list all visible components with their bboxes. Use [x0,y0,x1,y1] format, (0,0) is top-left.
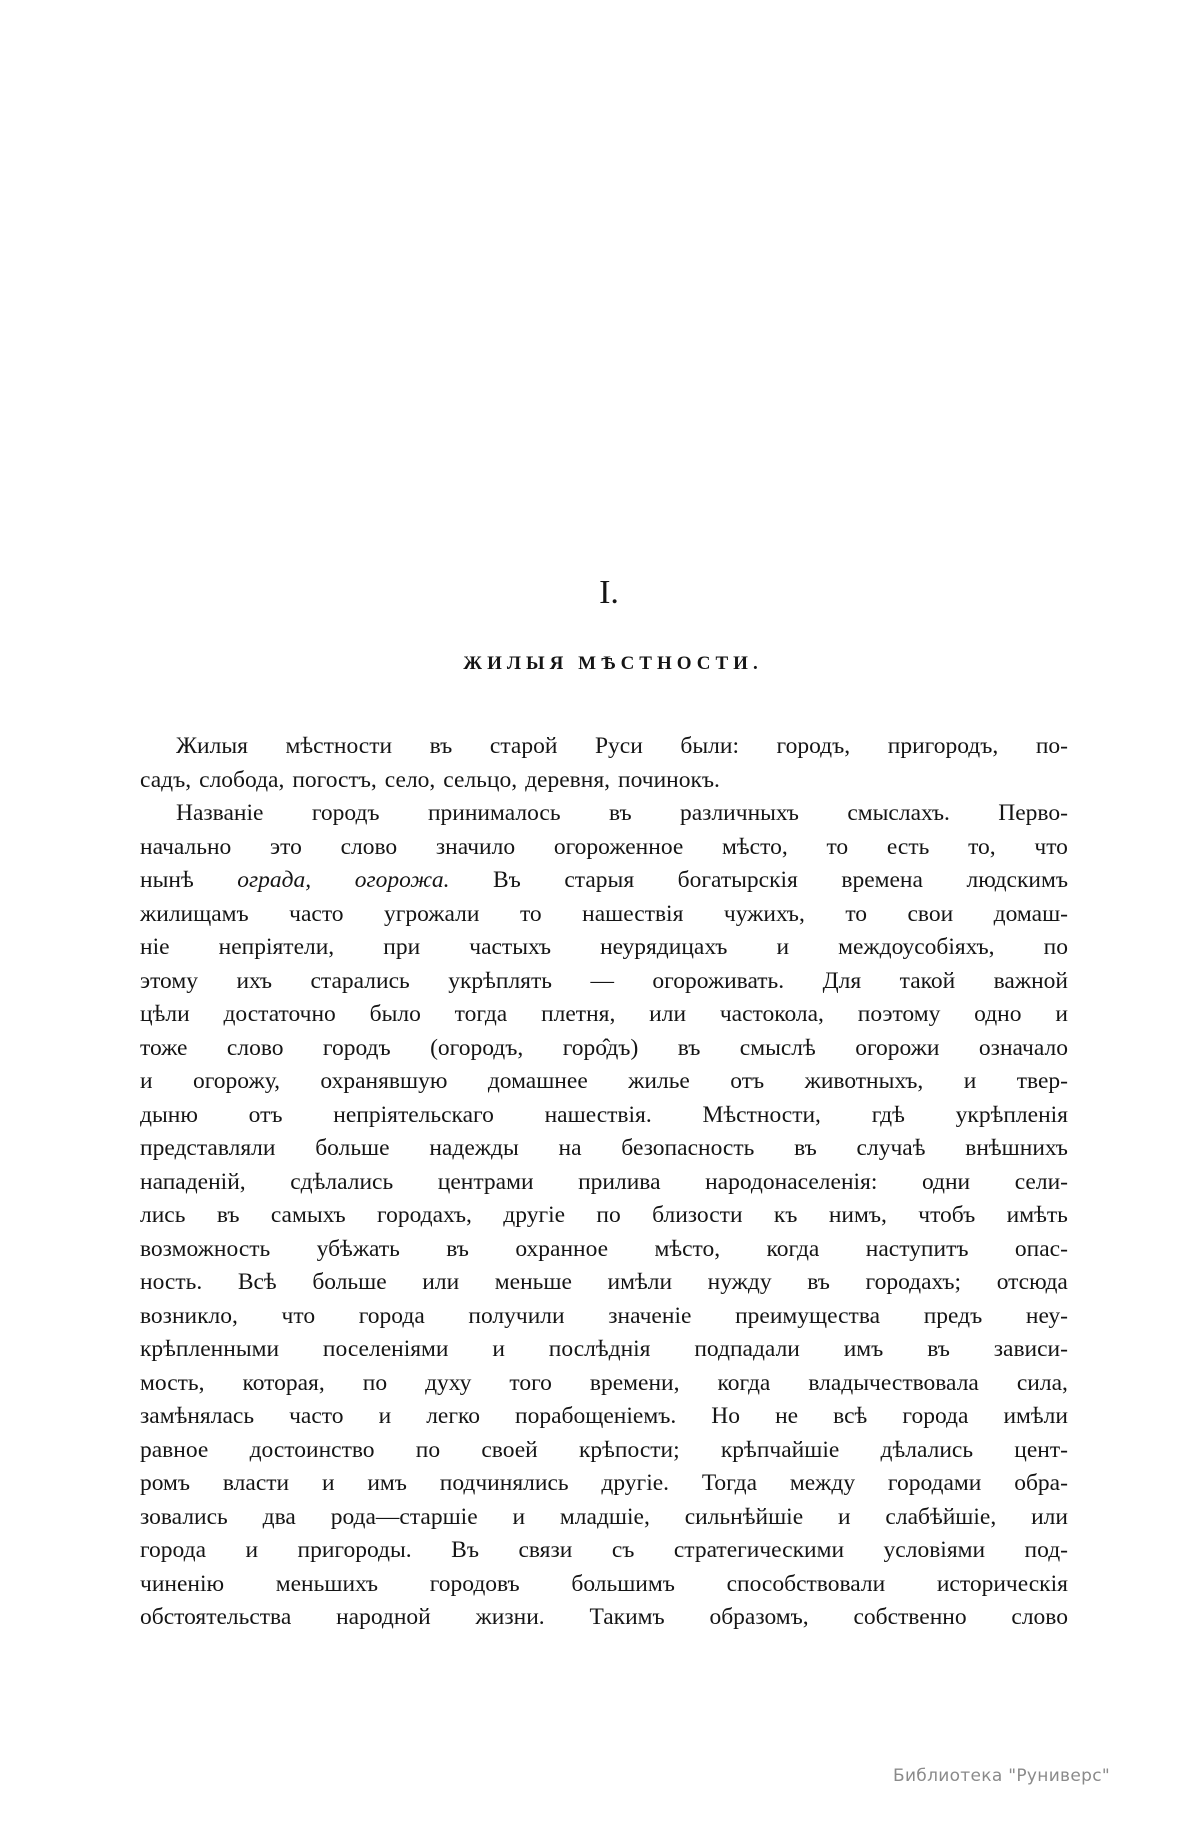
text-line [140,965,1068,999]
word: въ [608,800,632,826]
word: важной [993,967,1068,994]
word: Всѣ [237,1269,277,1295]
word: больше [312,1269,387,1295]
word: ніе [140,934,170,960]
word: Для [822,967,862,994]
word: достаточно [223,1001,336,1027]
word: нападеній, [140,1168,246,1195]
word: по- [1035,733,1068,759]
word: и [837,1503,851,1530]
word: и [140,1068,153,1094]
word: власти [222,1470,290,1496]
word: центрами [437,1168,534,1195]
word: то [826,833,849,860]
word: слово [226,1034,284,1061]
word: при [383,934,421,960]
word: имъ [367,1470,407,1496]
word: въ [794,1135,817,1161]
word: крѣпости; [579,1436,680,1463]
word: городъ [311,800,380,826]
word: отъ [248,1101,283,1128]
word: городахъ; [865,1269,962,1295]
word: духу [425,1369,472,1396]
word: когда [766,1235,820,1262]
word: замѣнялась [140,1403,255,1429]
word: самыхъ [270,1202,346,1228]
word: цѣли [140,1001,190,1027]
word: — [590,967,614,994]
word: Жилыя [176,733,248,759]
word: укрѣплять [448,967,552,994]
word: отъ [730,1068,765,1094]
word: слово [1011,1604,1068,1630]
word: городъ, [776,733,851,759]
word: мѣсто, [654,1235,721,1262]
word: старались [310,967,410,994]
word: Мѣстности, [702,1101,821,1128]
word: убѣжать [316,1235,400,1262]
word: (огородъ, [430,1034,524,1061]
text-line [140,1534,1068,1568]
word: ограда, [237,867,312,893]
chapter-number: I. [599,574,619,611]
word: безопасность [621,1135,755,1161]
word: времени, [589,1369,680,1396]
word: домаш- [993,900,1068,927]
word: условіями [883,1537,986,1563]
word: то [519,900,542,927]
word: ихъ [236,967,273,994]
word: въ [429,733,453,759]
word: чтобъ [918,1202,976,1228]
word: слабѣйшіе, [885,1503,997,1530]
word: имѣли [1003,1403,1068,1429]
word: надежды [429,1135,519,1161]
word: прилива [578,1168,661,1195]
word: богатырскія [677,867,798,893]
word: сели- [1014,1168,1068,1195]
text-line [140,797,1068,831]
text-line [140,730,1068,764]
word: охранявшую [320,1068,448,1094]
word: тогда [454,1001,508,1027]
word: между [789,1470,856,1496]
word: когда [717,1369,771,1396]
word: достоинство [249,1436,375,1463]
word: дыню [140,1101,198,1128]
word: внѣшнихъ [965,1135,1068,1161]
text-line [140,831,1068,865]
text-line [140,864,1068,898]
word: по [596,1202,621,1228]
word: города [358,1302,425,1329]
word: городахъ, [377,1202,472,1228]
word: мѣсто, [722,833,788,860]
word: предъ [923,1302,983,1329]
watermark-text: Библиотека "Руниверс" [893,1766,1110,1786]
word: Перво- [998,800,1068,826]
word: съ [611,1537,635,1563]
word: возможность [140,1235,271,1262]
word: свои [907,900,954,927]
word: подпадали [694,1336,800,1362]
word: сельцо, [443,766,518,793]
word: горо̂дъ) [562,1034,639,1061]
word: способствовали [726,1570,886,1597]
word: огорожа. [354,867,450,893]
word: дѣлались [880,1436,974,1463]
word: огороженное [553,833,684,860]
word: имѣли [607,1269,673,1295]
word: и [245,1537,259,1563]
word: обра- [1014,1470,1068,1496]
word: огороживать. [652,967,785,994]
word: младшіе, [559,1503,650,1530]
word: садъ, [140,766,192,793]
word: въ [807,1269,830,1295]
word: и [1055,1001,1068,1027]
word: меньше [494,1269,572,1295]
text-line [140,1166,1068,1200]
word: было [369,1001,421,1027]
word: огорожи [855,1034,940,1061]
word: жилищамъ [140,900,249,927]
word: народонаселенія: [705,1168,878,1195]
word: по [1043,934,1068,960]
word: порабощеніемъ. [515,1403,677,1429]
word: городами [887,1470,982,1496]
word: которая, [242,1369,325,1396]
word: или [649,1001,687,1027]
word: неурядицахъ [600,934,728,960]
word: ромъ [140,1470,191,1496]
word: въ [216,1202,240,1228]
word: пригороды. [297,1537,412,1563]
word: нужду [707,1269,772,1295]
word: владычествовала [808,1369,979,1396]
word: по [415,1436,441,1463]
word: слово [340,833,398,860]
word: или [422,1269,460,1295]
text-line [140,1199,1068,1233]
word: на [558,1135,582,1161]
text-line [140,1400,1068,1434]
word: такой [899,967,956,994]
text-line [140,998,1068,1032]
word: лись [140,1202,186,1228]
word: два [262,1503,296,1530]
word: различныхъ [679,800,799,826]
word: сдѣлались [290,1168,394,1195]
text-line [140,1065,1068,1099]
word: послѣднія [548,1336,651,1362]
word: есть [886,833,930,860]
word: значеніе [608,1302,692,1329]
word: под- [1024,1537,1068,1563]
word: города [902,1403,969,1429]
word: гдѣ [871,1101,905,1128]
body-text [140,730,1068,1635]
word: городовъ [429,1570,520,1597]
word: Но [711,1403,741,1429]
word: погостъ, [292,766,377,793]
word: и [492,1336,505,1362]
word: животныхъ, [804,1068,924,1094]
word: стратегическими [673,1537,845,1563]
chapter-title: ЖИЛЫЯ МѢСТНОСТИ. [463,653,763,674]
word: больше [315,1135,390,1161]
word: чужихъ, [723,900,805,927]
text-line [140,764,1068,798]
word: Такимъ [589,1604,665,1630]
text-line [140,1266,1068,1300]
word: непріятельскаго [333,1101,494,1128]
word: крѣпленными [140,1336,280,1362]
word: другіе. [601,1470,670,1496]
word: времена [841,867,923,893]
word: нашествія. [544,1101,652,1128]
word: старыя [564,867,635,893]
word: ность. [140,1269,203,1295]
word: тоже [140,1034,188,1061]
word: опас- [1014,1235,1068,1262]
word: чиненію [140,1570,225,1597]
word: и [963,1068,977,1094]
word: огорожу, [193,1068,280,1094]
word: равное [140,1436,209,1463]
word: смыслѣ [739,1034,816,1061]
word: большимъ [571,1570,675,1597]
text-line [140,1032,1068,1066]
word: нашествія [582,900,684,927]
word: Въ [493,867,521,893]
word: по [362,1369,388,1396]
text-line [140,1467,1068,1501]
word: людскимъ [966,867,1068,893]
word: меньшихъ [275,1570,379,1597]
word: деревня, [525,766,611,793]
text-line [140,1233,1068,1267]
word: починокъ. [618,766,720,793]
word: и [378,1403,392,1429]
word: что [1034,833,1068,860]
word: часто [289,1403,344,1429]
word: твер- [1016,1068,1068,1094]
word: одно [974,1001,1022,1027]
word: и [776,934,790,960]
word: своей [481,1436,538,1463]
word: къ [773,1202,798,1228]
text-line [140,1132,1068,1166]
word: или [1031,1503,1068,1530]
word: это [270,833,302,860]
word: поселеніями [322,1336,449,1362]
word: мѣстности [285,733,393,759]
text-line [140,898,1068,932]
word: того [509,1369,552,1396]
word: мость, [140,1369,205,1396]
word: обстоятельства [140,1604,292,1630]
word: связи [518,1537,573,1563]
word: подчинялись [439,1470,569,1496]
word: крѣпчайшіе [720,1436,840,1463]
word: представляли [140,1135,276,1161]
word: начально [140,833,232,860]
word: случаѣ [856,1135,926,1161]
text-line [140,1300,1068,1334]
word: историческія [936,1570,1068,1597]
word: Тогда [701,1470,758,1496]
text-line [140,1367,1068,1401]
word: города [140,1537,207,1563]
word: то, [968,833,996,860]
word: Названіе [176,800,264,826]
text-line [140,1434,1068,1468]
word: принималось [427,800,561,826]
word: жилье [628,1068,690,1094]
word: всѣ [833,1403,868,1429]
word: и [321,1470,335,1496]
word: другіе [503,1202,566,1228]
word: рода—старшіе [330,1503,478,1530]
word: село, [384,766,436,793]
word: народной [336,1604,431,1630]
word: значило [435,833,516,860]
word: имѣть [1006,1202,1068,1228]
word: были: [680,733,739,759]
word: угрожали [384,900,480,927]
word: зовались [140,1503,228,1530]
word: означало [978,1034,1068,1061]
word: неу- [1025,1302,1068,1329]
word: преимущества [735,1302,881,1329]
word: близости [652,1202,743,1228]
word: то [845,900,868,927]
text-line [140,1501,1068,1535]
word: пригородъ, [887,733,999,759]
word: Руси [594,733,643,759]
word: и [512,1503,526,1530]
word: легко [426,1403,480,1429]
word: имъ [843,1336,884,1362]
word: Въ [451,1537,479,1563]
word: отсюда [996,1269,1068,1295]
text-line [140,1568,1068,1602]
word: плетня, [541,1001,616,1027]
word: въ [677,1034,701,1061]
word: укрѣпленія [955,1101,1068,1128]
word: не [775,1403,799,1429]
word: зависи- [993,1336,1068,1362]
word: междоусобіяхъ, [838,934,995,960]
word: въ [446,1235,469,1262]
text-line [140,931,1068,965]
word: этому [140,967,198,994]
word: городъ [322,1034,391,1061]
word: нимъ, [828,1202,887,1228]
word: образомъ, [709,1604,809,1630]
word: нынѣ [140,867,194,893]
word: цент- [1014,1436,1068,1463]
word: слобода, [199,766,285,793]
word: сила, [1016,1369,1068,1396]
text-line [140,1601,1068,1635]
word: жизни. [475,1604,545,1630]
word: что [281,1302,316,1329]
word: частыхъ [469,934,551,960]
word: получили [468,1302,565,1329]
text-line [140,1333,1068,1367]
word: часто [289,900,344,927]
word: поэтому [857,1001,941,1027]
word: возникло, [140,1302,238,1329]
word: домашнее [487,1068,588,1094]
word: старой [489,733,558,759]
word: непріятели, [218,934,335,960]
word: сильнѣйшіе [684,1503,804,1530]
word: смыслахъ. [847,800,950,826]
word: собственно [853,1604,967,1630]
word: одни [921,1168,971,1195]
word: охранное [515,1235,609,1262]
word: въ [927,1336,950,1362]
text-line [140,1099,1068,1133]
word: наступитъ [865,1235,969,1262]
word: частокола, [719,1001,824,1027]
